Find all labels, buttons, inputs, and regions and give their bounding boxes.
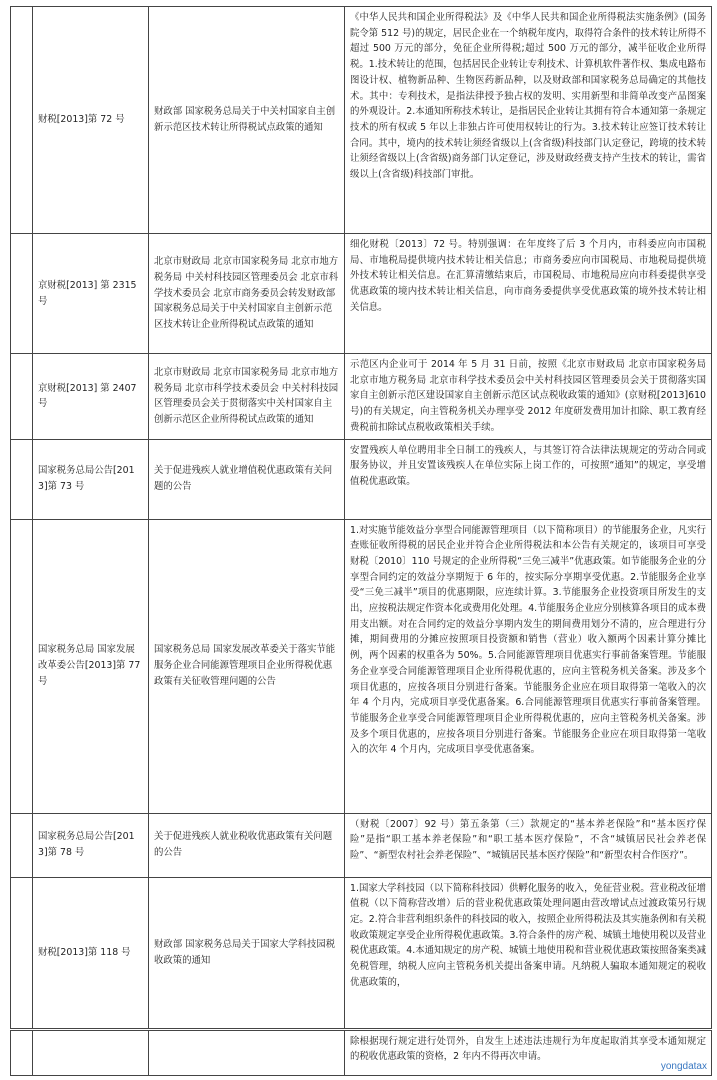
doc-content-cell: 示范区内企业可于 2014 年 5 月 31 日前，按照《北京市财政局 北京市国家税务局 北京市地方税务局 北京市科学技术委员会中关村科技园区管理委员会关于贯彻落实国家自主创新示范区建设国家自主创新示范区试点税收政策的通知》(京财税[2013]610 号)的有关规定，向主管税务机关办理享受 2012 年度研发费用加计扣除、职工教育经费税前扣除试点税收政策相关手续。 (345, 354, 712, 440)
doc-content-cell: （财税〔2007〕92 号）第五条第（三）款规定的“基本养老保险”和“基本医疗保险”是指“职工基本养老保险”和“职工基本医疗保险”，不含“城镇居民社会养老保险”、“新型农村社会养老保险”、“城镇居民基本医疗保险”和“新型农村合作医疗”。 (345, 813, 712, 877)
table-row (11, 354, 712, 440)
doc-content-cell: 细化财税〔2013〕72 号。特别强调：在年度终了后 3 个月内，市科委应向市国税局、市地税局提供境内技术转让相关信息；市商务委应向市国税局、市地税局提供境外技术转让相关信息。在汇算清缴结束后，市国税局、市地税局应向市科委提供享受优惠政策的境内技术转让相关信息，向市商务委提供享受优惠政策的境外技术转让相关信息。 (345, 234, 712, 354)
blank-cell (11, 7, 33, 234)
doc-title-cell (149, 1029, 345, 1075)
blank-cell (11, 519, 33, 813)
table-row (11, 234, 712, 354)
doc-title-cell: 关于促进残疾人就业增值税优惠政策有关问题的公告 (149, 439, 345, 519)
doc-number-cell: 国家税务总局 国家发展改革委公告[2013]第 77 号 (33, 519, 149, 813)
brand-watermark: yongdatax (660, 1061, 707, 1072)
table-row (11, 813, 712, 877)
doc-content-cell: 《中华人民共和国企业所得税法》及《中华人民共和国企业所得税法实施条例》(国务院令第 512 号)的规定，居民企业在一个纳税年度内，取得符合条件的技术转让所得不超过 500 万元的部分，免征企业所得税;超过 500 万元的部分，减半征收企业所得税。1.技术转让的范围，包括居民企业转让专利技术、计算机软件著作权、集成电路布图设计权、植物新品种、生物医药新品种，以及财政部和国家税务总局确定的其他技术。其中：专利技术，是指法律授予独占权的发明、实用新型和非简单改变产品图案的外观设计。2.本通知所称技术转让，是指居民企业转让其拥有符合本通知第一条规定技术的所有权或 5 年以上非独占许可使用权转让的行为。3.技术转让应签订技术转让合同。其中，境内的技术转让须经省级以上(含省级)科技部门认定登记，跨境的技术转让须经省级以上(含省级)商务部门认定登记，涉及财政经费支持产生技术的转让，需省级以上(含省级)科技部门审批。 (345, 7, 712, 234)
table-row (11, 439, 712, 519)
doc-content-cell: 安置残疾人单位聘用非全日制工的残疾人，与其签订符合法律法规规定的劳动合同或服务协议，并且安置该残疾人在单位实际上岗工作的，可按照“通知”的规定，享受增值税优惠政策。 (345, 439, 712, 519)
doc-number-cell: 京财税[2013] 第 2315 号 (33, 234, 149, 354)
doc-content-cell: 除根据现行规定进行处罚外，自发生上述违法违规行为年度起取消其享受本通知规定的税收优惠政策的资格，2 年内不得再次申请。 (345, 1029, 712, 1075)
blank-cell (11, 234, 33, 354)
doc-number-cell: 京财税[2013] 第 2407 号 (33, 354, 149, 440)
table-row (11, 7, 712, 234)
doc-title-cell: 北京市财政局 北京市国家税务局 北京市地方税务局 北京市科学技术委员会 中关村科技园区管理委员会关于贯彻落实中关村国家自主创新示范区企业所得税试点政策的通知 (149, 354, 345, 440)
doc-title-cell: 财政部 国家税务总局关于中关村国家自主创新示范区技术转让所得税试点政策的通知 (149, 7, 345, 234)
doc-title-cell: 国家税务总局 国家发展改革委关于落实节能服务企业合同能源管理项目企业所得税优惠政策有关征收管理问题的公告 (149, 519, 345, 813)
doc-title-cell: 财政部 国家税务总局关于国家大学科技园税收政策的通知 (149, 877, 345, 1029)
table-row (11, 519, 712, 813)
table-row (11, 877, 712, 1029)
doc-number-cell: 国家税务总局公告[2013]第 78 号 (33, 813, 149, 877)
blank-cell (11, 813, 33, 877)
doc-content-cell: 1.对实施节能效益分享型合同能源管理项目（以下简称项目）的节能服务企业，凡实行查账征收所得税的居民企业并符合企业所得税法和本公告有关规定的，该项目可享受财税〔2010〕110 号规定的企业所得税“三免三减半”优惠政策。如节能服务企业的分享型合同约定的效益分享期短于 6 年的，按实际分享期享受优惠。2.节能服务企业享受“三免三减半”项目的优惠期限，应连续计算。3.节能服务企业投资项目所发生的支出，应按税法规定作资本化或费用化处理。4.节能服务企业应分别核算各项目的成本费用支出额。对在合同约定的效益分享期内发生的期间费用划分不清的，应合理进行分摊，期间费用的分摊应按照项目投资额和销售（营业）收入额两个因素计算分摊比例，两个因素的权重各为 50%。5.合同能源管理项目优惠实行事前备案管理。节能服务企业享受合同能源管理项目企业所得税优惠的，应向主管税务机关备案。涉及多个项目优惠的，应按各项目分别进行备案。节能服务企业应在项目取得第一笔收入的次年 4 个月内，完成项目享受优惠备案。6.合同能源管理项目优惠实行事前备案管理。节能服务企业享受合同能源管理项目企业所得税优惠的，应向主管税务机关备案。涉及多个项目优惠的，应按各项目分别进行备案。节能服务企业应在项目取得第一笔收入的次年 4 个月内，完成项目享受优惠备案。 (345, 519, 712, 813)
doc-title-cell: 北京市财政局 北京市国家税务局 北京市地方税务局 中关村科技园区管理委员会 北京市科学技术委员会 北京市商务委员会转发财政部国家税务总局关于中关村国家自主创新示范区技术转让企业所得税试点政策的通知 (149, 234, 345, 354)
blank-cell (11, 1029, 33, 1075)
policy-table (10, 6, 712, 1076)
doc-title-cell: 关于促进残疾人就业税收优惠政策有关问题的公告 (149, 813, 345, 877)
blank-cell (11, 354, 33, 440)
doc-number-cell (33, 1029, 149, 1075)
doc-number-cell: 财税[2013]第 72 号 (33, 7, 149, 234)
blank-cell (11, 439, 33, 519)
table-row (11, 1029, 712, 1075)
blank-cell (11, 877, 33, 1029)
doc-number-cell: 国家税务总局公告[2013]第 73 号 (33, 439, 149, 519)
doc-content-cell: 1.国家大学科技园（以下简称科技园）供孵化服务的收入，免征营业税。营业税改征增值税（以下简称营改增）后的营业税优惠政策处理问题由营改增试点过渡政策另行规定。2.符合非营利组织条件的科技园的收入，按照企业所得税法及其实施条例和有关税收政策规定享受企业所得税优惠政策。3.符合条件的房产税、城镇土地使用税以及营业税优惠政策。4.本通知规定的房产税、城镇土地使用税和营业税优惠政策按照备案类减免税管理，纳税人应向主管税务机关提出备案申请。凡纳税人骗取本通知规定的税收优惠政策的， (345, 877, 712, 1029)
doc-number-cell: 财税[2013]第 118 号 (33, 877, 149, 1029)
